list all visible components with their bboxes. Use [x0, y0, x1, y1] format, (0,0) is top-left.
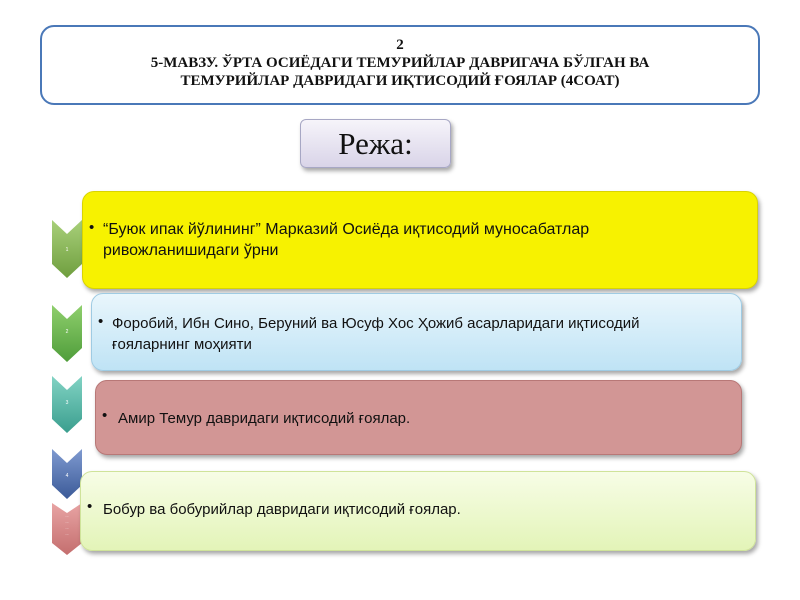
plan-item-1-line-1: “Буюк ипак йўлининг” Марказий Осиёда иқтисодий муносабатлар: [103, 221, 590, 238]
chevron-marker-3: [52, 376, 82, 433]
plan-item-4-line-1: Бобур ва бобурийлар давридаги иқтисодий ғоялар.: [103, 501, 461, 518]
plan-item-4: [80, 471, 756, 551]
plan-item-3-line-1: Амир Темур давридаги иқтисодий ғоялар.: [118, 410, 411, 427]
slide-number: 2: [396, 37, 404, 53]
plan-item-3: [95, 380, 742, 455]
chevron-number-3: 3: [65, 400, 69, 406]
bullet-icon: •: [102, 407, 108, 424]
plan-item-1-line-2: ривожланишидаги ўрни: [103, 242, 279, 259]
chevron-extra-text: [52, 513, 82, 537]
chevron-extra-line: ...: [65, 531, 69, 536]
bullet-icon: •: [89, 219, 95, 236]
chevron-number-2: 2: [65, 329, 69, 335]
chevron-extra-line: ...: [65, 513, 69, 518]
chevron-number-1: 1: [65, 247, 69, 253]
chevron-marker-1: [52, 220, 82, 278]
chevron-marker-2: [52, 305, 82, 362]
chevron-number-4: 4: [65, 473, 69, 479]
chevron-extra-line: ...: [65, 519, 69, 524]
title-box: [40, 25, 760, 105]
plan-item-2-line-1: Форобий, Ибн Сино, Беруний ва Юсуф Хос Ҳожиб асарларидаги иқтисодий: [112, 315, 640, 332]
plan-item-2: [91, 293, 742, 371]
topic-title-line-1: 5-МАВЗУ. ЎРТА ОСИЁДАГИ ТЕМУРИЙЛАР ДАВРИГАЧА БЎЛГАН ВА: [150, 55, 650, 71]
chevron-marker-5: [52, 503, 82, 555]
topic-title-line-2: ТЕМУРИЙЛАР ДАВРИДАГИ ИҚТИСОДИЙ ҒОЯЛАР (4СОАТ): [180, 73, 620, 89]
chevron-marker-4: [52, 449, 82, 499]
bullet-icon: •: [98, 313, 104, 330]
chevron-extra-line: ...: [65, 525, 69, 530]
plan-item-2-line-2: ғояларнинг моҳияти: [112, 336, 252, 353]
plan-label: Режа:: [300, 119, 451, 168]
bullet-icon: •: [87, 498, 93, 515]
plan-item-1: [82, 191, 758, 289]
